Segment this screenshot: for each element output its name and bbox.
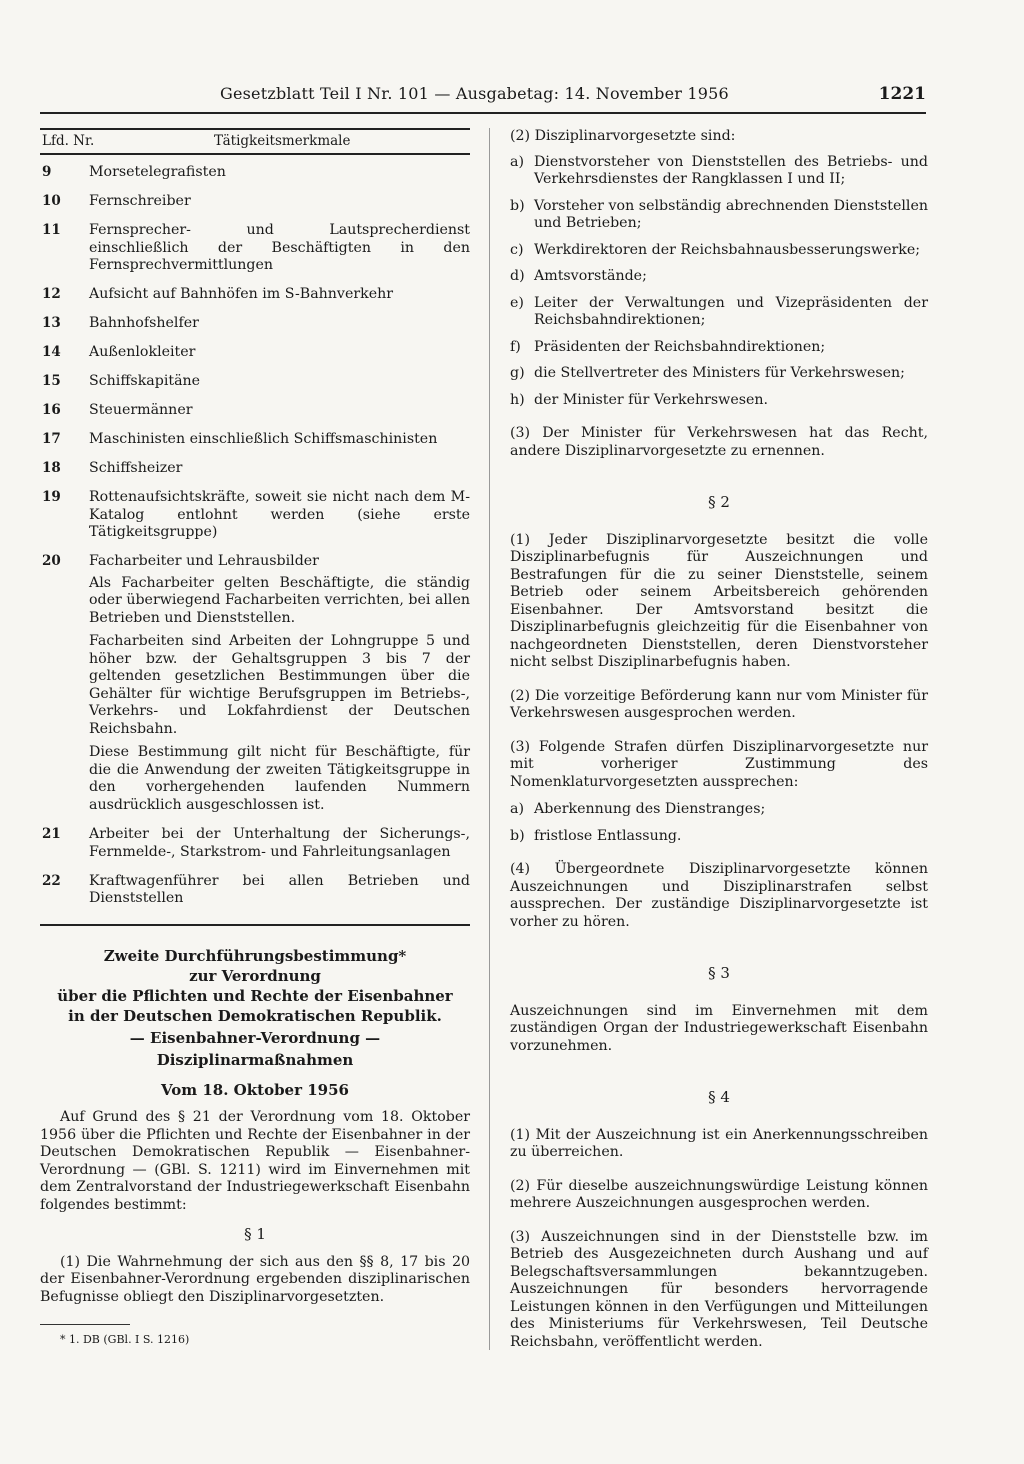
item-label: c) <box>510 241 524 258</box>
row-number: 10 <box>42 193 61 209</box>
preamble: Auf Grund des § 21 der Verordnung vom 18. Oktober 1956 über die Pflichten und Rechte der Eisenbahner in der Deutschen Demokratischen Republik — Eisenbahner-Verordnung — (GBl. S. 1211) wird im Einvernehmen mit dem Zentralvorstand der Industriegewerkschaft Eisenbahn folgendes bestimmt: <box>40 1109 470 1213</box>
section-heading-3: § 3 <box>708 964 730 982</box>
footnote-rule <box>40 1324 130 1325</box>
table-header <box>40 128 470 155</box>
item-text: Leiter der Verwaltungen und Vizepräsidenten der Reichsbahndirektionen; <box>534 294 928 328</box>
right-column <box>510 128 928 1367</box>
item-text: Aberkennung des Dienstranges; <box>534 801 766 817</box>
item-label: d) <box>510 268 525 284</box>
row-number: 14 <box>42 344 61 360</box>
table-row <box>40 373 470 391</box>
title-line: Disziplinarmaßnahmen <box>156 1050 354 1069</box>
item-label: b) <box>510 197 525 214</box>
item-text: Dienstvorsteher von Dienststellen des Betriebs- und Verkehrsdienstes der Rangklassen I und II; <box>534 153 928 187</box>
row-text: Maschinisten einschließlich Schiffsmaschinisten <box>89 431 438 447</box>
item-text: die Stellvertreter des Ministers für Verkehrswesen; <box>534 365 905 381</box>
item-label: b) <box>510 827 525 844</box>
row-text: Bahnhofshelfer <box>89 315 199 331</box>
row-text: Kraftwagenführer bei allen Betrieben und Dienststellen <box>89 872 470 906</box>
title-line: über die Pflichten und Rechte der Eisenbahner <box>57 986 453 1005</box>
item-label: g) <box>510 365 525 381</box>
item-label: a) <box>510 801 524 817</box>
table-row <box>40 402 470 420</box>
list-item <box>510 268 928 286</box>
page-number: 1221 <box>878 84 926 104</box>
list-item <box>510 242 928 260</box>
row-text: Schiffsheizer <box>89 460 183 476</box>
row-text: Steuermänner <box>89 402 193 418</box>
item-text: Werkdirektoren der Reichsbahnausbesserungswerke; <box>534 241 921 258</box>
row-number: 11 <box>42 222 61 238</box>
item-text: Vorsteher von selbständig abrechnenden Dienststellen und Betrieben; <box>534 197 928 231</box>
row-number: 17 <box>42 431 61 447</box>
row-number: 15 <box>42 373 61 389</box>
paragraph: (2) Für dieselbe auszeichnungswürdige Leistung können mehrere Auszeichnungen ausgesprochen werden. <box>510 1177 928 1211</box>
row-20-paragraph: Diese Bestimmung gilt nicht für Beschäftigte, für die die Anwendung der zweiten Tätigkeitsgruppe in den vorhergehenden laufenden Nummern ausdrücklich ausgeschlossen ist. <box>89 744 470 813</box>
paragraph: (1) Jeder Disziplinarvorgesetzte besitzt die volle Disziplinarbefugnis für Auszeichnungen und Bestrafungen für die zu seiner Dienststelle, seinem Betrieb oder seinem Arbeitsbereich gehörenden Eisenbahner. Der Amtsvorstand besitzt die Disziplinarbefugnis gleichzeitig für die Eisenbahner von nachgeordneten Dienststellen, deren Dienstvorsteher nicht selbst Disziplinarbefugnis haben. <box>510 531 928 670</box>
list-item <box>510 392 928 410</box>
list-item <box>510 801 928 819</box>
item-text: Präsidenten der Reichsbahndirektionen; <box>534 338 826 355</box>
running-title: Gesetzblatt Teil I Nr. 101 — Ausgabetag: 14. November 1956 <box>220 84 729 103</box>
row-number: 12 <box>42 286 61 302</box>
paragraph: (4) Übergeordnete Disziplinarvorgesetzte können Auszeichnungen und Disziplinarstrafen selbst aussprechen. Der zuständige Disziplinarvorgesetzte ist vorher zu hören. <box>510 861 928 930</box>
item-label: e) <box>510 294 524 311</box>
row-text: Fernsprecher- und Lautsprecherdienst einschließlich der Beschäftigten in den Fernsprechvermittlungen <box>89 222 470 273</box>
paragraph: (3) Folgende Strafen dürfen Disziplinarvorgesetzte nur mit vorheriger Zustimmung des Nomenklaturvorgesetzten aussprechen: <box>510 738 928 790</box>
item-text: fristlose Entlassung. <box>534 827 682 844</box>
table-row <box>40 344 470 362</box>
decree-date: Vom 18. Oktober 1956 <box>161 1080 349 1099</box>
table-row <box>40 489 470 542</box>
list-item <box>510 295 928 330</box>
table-row <box>40 286 470 304</box>
footnote: * 1. DB (GBl. I S. 1216) <box>60 1333 190 1346</box>
left-column <box>40 128 470 1349</box>
list-item <box>510 198 928 233</box>
item-label: h) <box>510 391 525 408</box>
title-line: zur Verordnung <box>189 966 321 985</box>
list-item <box>510 339 928 357</box>
row-text: Morsetelegrafisten <box>89 164 226 180</box>
section-separator <box>40 924 470 926</box>
table-row <box>40 431 470 449</box>
row-20-paragraph: Facharbeiten sind Arbeiten der Lohngruppe 5 und höher bzw. der Gehaltsgruppen 3 bis 7 der geltenden gesetzlichen Bestimmungen über die Gehälter für wichtige Berufsgruppen im Betriebs-, Verkehrs- und Lokfahrdienst der Deutschen Reichsbahn. <box>89 633 470 737</box>
table-row <box>40 826 470 861</box>
row-number: 19 <box>42 489 61 505</box>
table-row <box>40 193 470 211</box>
section-heading-1: § 1 <box>244 1225 266 1243</box>
row-text: Schiffskapitäne <box>89 373 201 389</box>
row-text: Facharbeiter und Lehrausbilder <box>89 553 319 569</box>
col-header-features: Tätigkeitsmerkmale <box>214 133 351 149</box>
row-text: Rottenaufsichtskräfte, soweit sie nicht nach dem M-Katalog entlohnt werden (siehe erste Tätigkeitsgruppe) <box>89 489 470 540</box>
table-row <box>40 164 470 182</box>
list-item <box>510 365 928 383</box>
table-row <box>40 460 470 478</box>
row-text: Arbeiter bei der Unterhaltung der Sicherungs-, Fernmelde-, Starkstrom- und Fahrleitungsanlagen <box>89 826 470 860</box>
row-20-paragraph: Als Facharbeiter gelten Beschäftigte, die ständig oder überwiegend Facharbeiten verrichten, bei allen Betrieben und Dienststellen. <box>89 574 470 626</box>
col-header-nr: Lfd. Nr. <box>42 133 95 149</box>
table-row <box>40 315 470 333</box>
page-header <box>40 84 926 114</box>
table-row <box>40 873 470 908</box>
decree-title <box>40 946 470 1070</box>
table-body <box>40 164 470 908</box>
row-text: Fernschreiber <box>89 193 191 209</box>
item-text: der Minister für Verkehrswesen. <box>534 391 769 408</box>
paragraph: (2) Die vorzeitige Beförderung kann nur vom Minister für Verkehrswesen ausgesprochen werden. <box>510 687 928 721</box>
row-number: 16 <box>42 402 61 418</box>
title-line: Zweite Durchführungsbestimmung* <box>103 946 407 965</box>
row-text: Aufsicht auf Bahnhöfen im S-Bahnverkehr <box>89 286 394 302</box>
section-heading-2: § 2 <box>708 493 730 511</box>
row-number: 13 <box>42 315 61 331</box>
paragraph: (2) Disziplinarvorgesetzte sind: <box>510 128 736 144</box>
paragraph: (3) Auszeichnungen sind in der Dienststelle bzw. im Betrieb des Ausgezeichneten durch Aushang und auf Belegschaftsversammlungen bekanntzugeben. Auszeichnungen für besonders hervorragende Leistungen können in den Verfügungen und Mitteilungen des Ministeriums für Verkehrswesen, Teil Deutsche Reichsbahn, veröffentlicht werden. <box>510 1228 928 1350</box>
paragraph: (1) Die Wahrnehmung der sich aus den §§ 8, 17 bis 20 der Eisenbahner-Verordnung ergebenden disziplinarischen Befugnisse obliegt den Disziplinarvorgesetzten. <box>40 1253 470 1305</box>
item-label: a) <box>510 153 524 170</box>
paragraph: (1) Mit der Auszeichnung ist ein Anerkennungsschreiben zu überreichen. <box>510 1126 928 1160</box>
section-heading-4: § 4 <box>708 1088 730 1106</box>
title-line: in der Deutschen Demokratischen Republik. <box>68 1006 442 1025</box>
list-item <box>510 154 928 189</box>
title-line: — Eisenbahner-Verordnung — <box>129 1028 381 1047</box>
paragraph: (3) Der Minister für Verkehrswesen hat das Recht, andere Disziplinarvorgesetzte zu ernennen. <box>510 425 928 459</box>
table-row <box>40 553 470 571</box>
row-text: Außenlokleiter <box>89 344 196 360</box>
item-text: Amtsvorstände; <box>534 268 647 284</box>
item-label: f) <box>510 338 521 355</box>
list-item <box>510 828 928 846</box>
paragraph: Auszeichnungen sind im Einvernehmen mit dem zuständigen Organ der Industriegewerkschaft Eisenbahn vorzunehmen. <box>510 1002 928 1054</box>
row-number: 9 <box>42 164 52 180</box>
table-row <box>40 222 470 275</box>
row-number: 20 <box>42 553 61 569</box>
row-number: 18 <box>42 460 61 476</box>
column-divider <box>489 128 490 1350</box>
row-number: 21 <box>42 826 61 842</box>
row-number: 22 <box>42 872 61 889</box>
